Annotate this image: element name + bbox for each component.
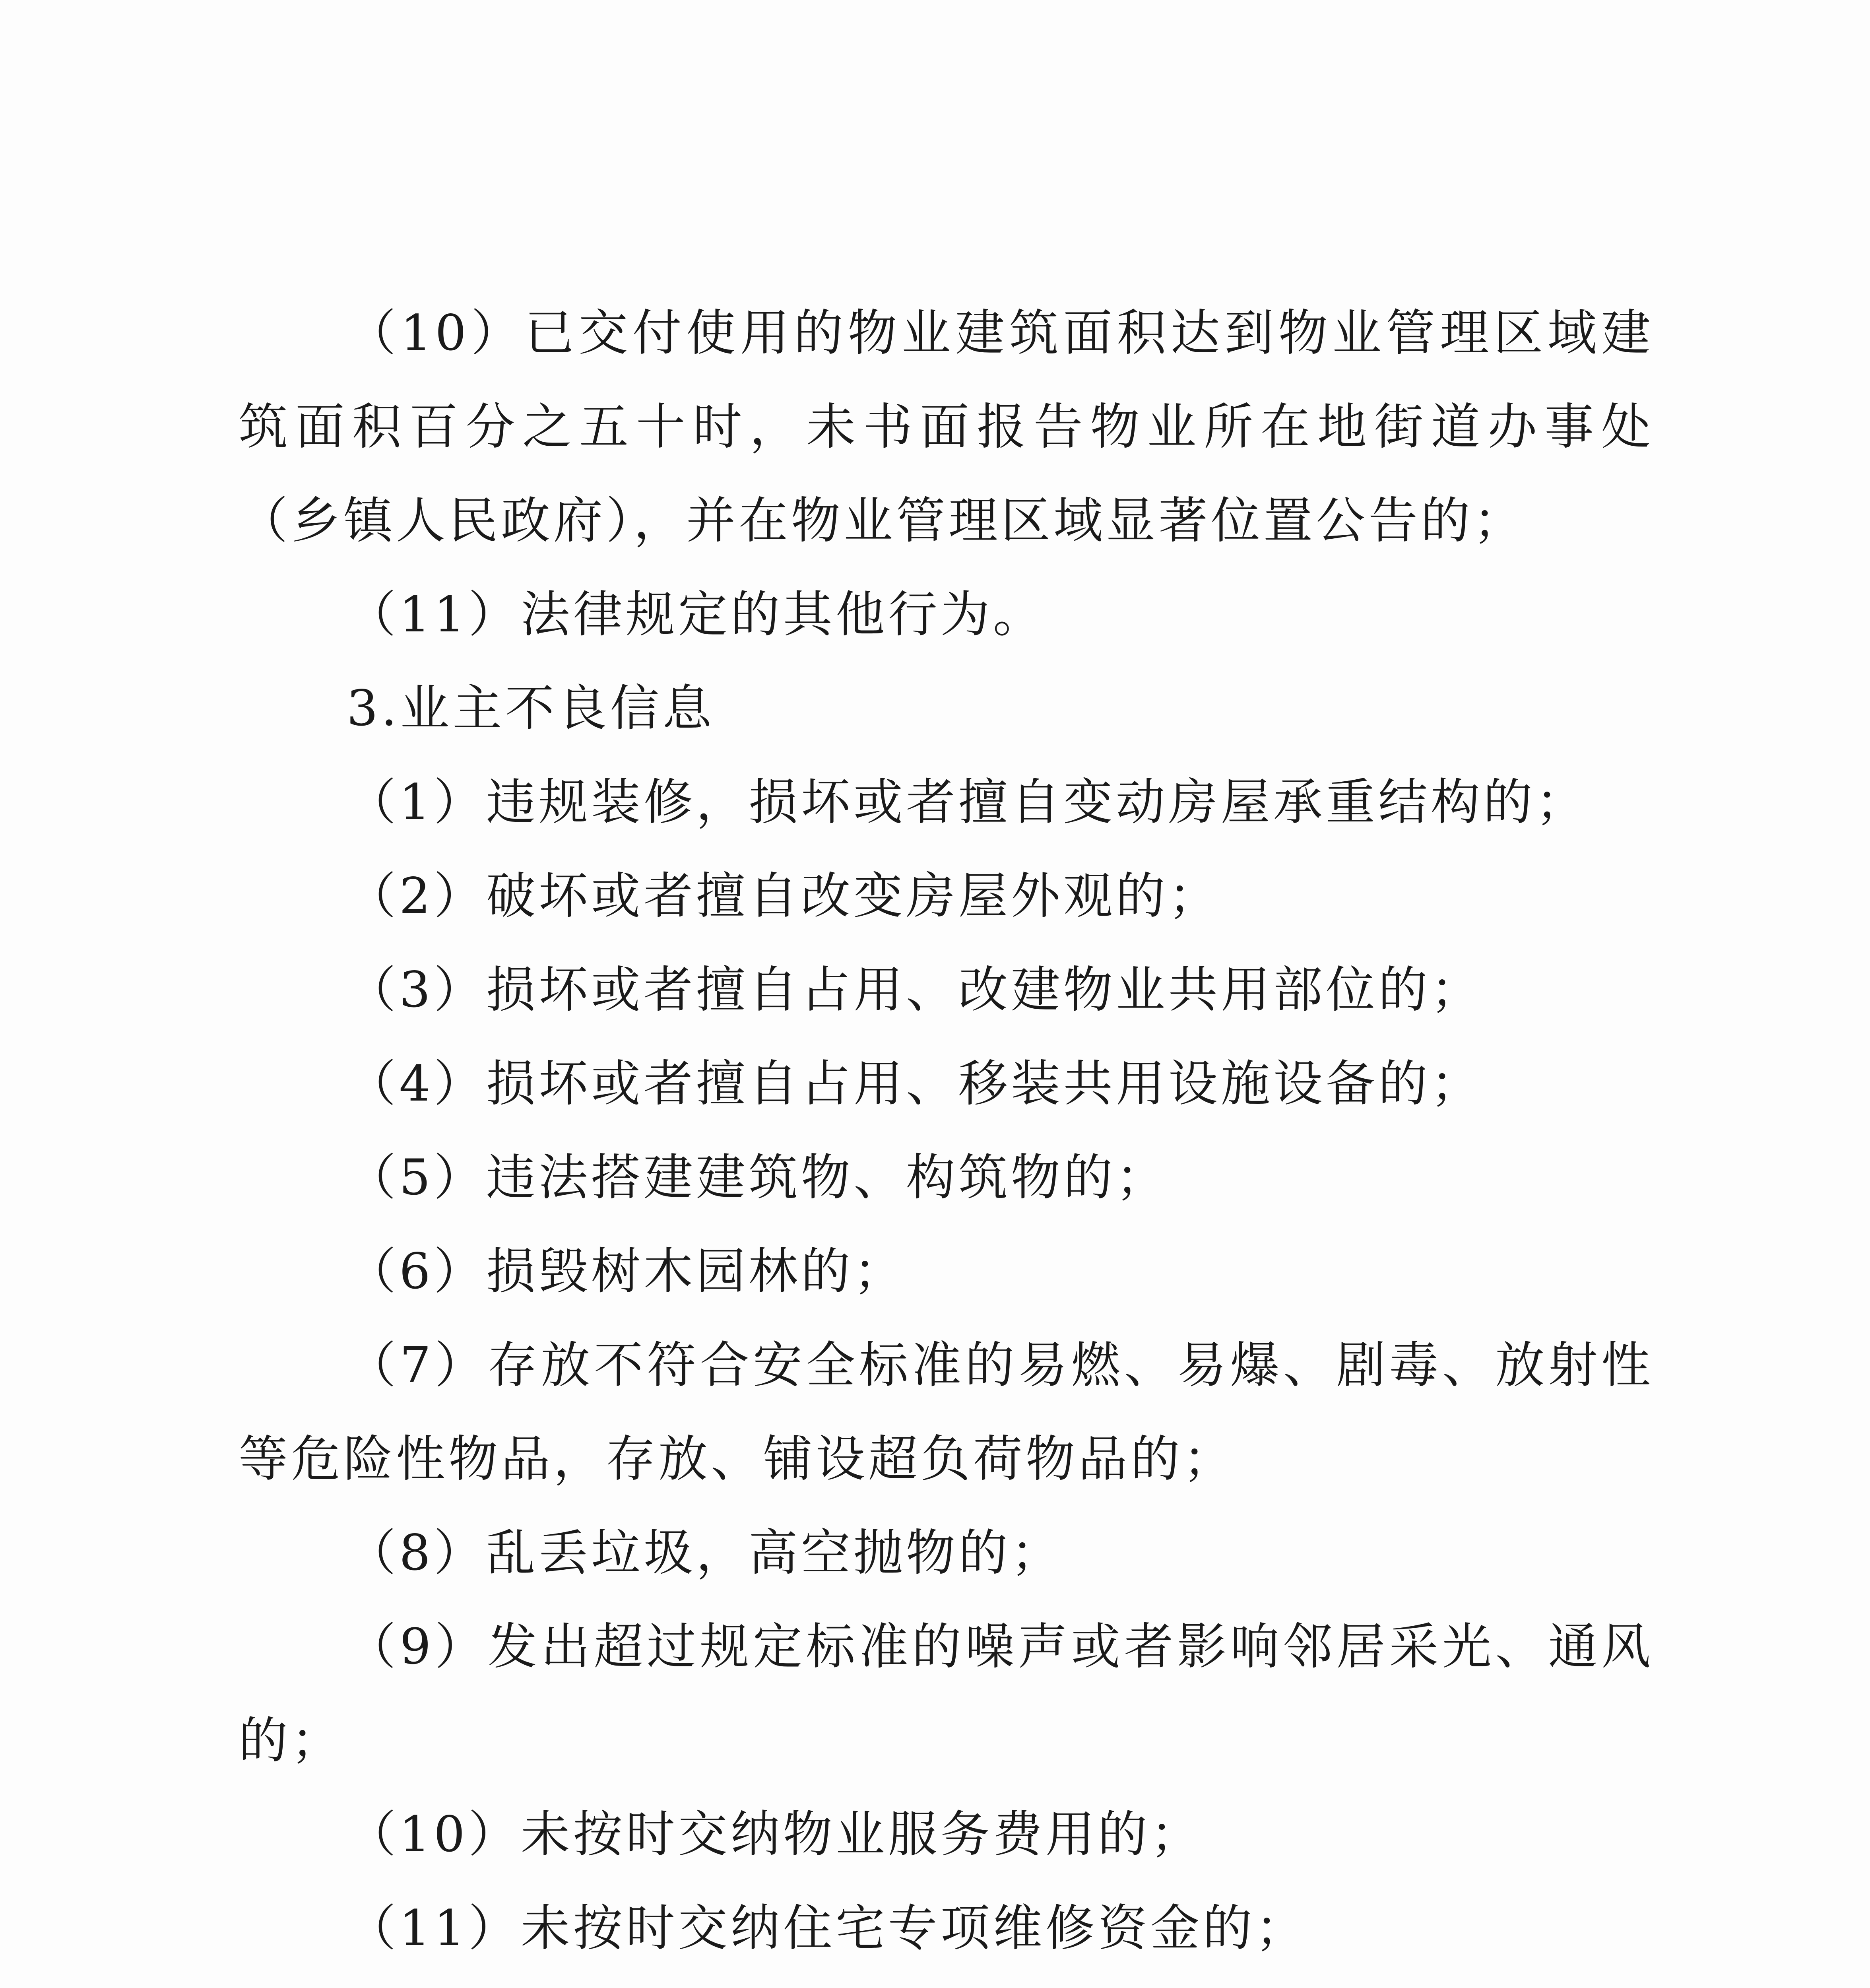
- paragraph-owner-item-11: （11）未按时交纳住宅专项维修资金的；: [347, 1900, 1308, 1957]
- paragraph-owner-item-8: （8）乱丢垃圾，高空抛物的；: [347, 1524, 1063, 1582]
- paragraph-owner-item-6: （6）损毁树木园林的；: [347, 1243, 906, 1300]
- paragraph-owner-item-1: （1）违规装修，损坏或者擅自变动房屋承重结构的；: [347, 774, 1588, 831]
- paragraph-item-11-developer: （11）法律规定的其他行为。: [347, 586, 1046, 643]
- paragraph-owner-item-9: （9）发出超过规定标准的噪声或者影响邻居采光、通风的；: [239, 1618, 1654, 1769]
- paragraph-owner-item-5: （5）违法搭建建筑物、构筑物的；: [347, 1149, 1168, 1206]
- paragraph-owner-item-10: （10）未按时交纳物业服务费用的；: [347, 1806, 1203, 1863]
- document-body: [239, 286, 1654, 1988]
- paragraph-owner-item-12: [239, 1975, 1654, 1988]
- section-heading-owner-bad-info: 3.业主不良信息: [347, 680, 715, 737]
- paragraph-item-10-developer: （10）已交付使用的物业建筑面积达到物业管理区域建筑面积百分之五十时，未书面报告物业所在地街道办事处（乡镇人民政府），并在物业管理区域显著位置公告的；: [239, 305, 1654, 549]
- paragraph-owner-item-2: （2）破坏或者擅自改变房屋外观的；: [347, 868, 1221, 925]
- paragraph-owner-item-7: （7）存放不符合安全标准的易燃、易爆、剧毒、放射性等危险性物品，存放、铺设超负荷物品的；: [239, 1337, 1654, 1488]
- paragraph-owner-item-3: （3）损坏或者擅自占用、改建物业共用部位的；: [347, 961, 1483, 1019]
- paragraph-owner-item-4: （4）损坏或者擅自占用、移装共用设施设备的；: [347, 1055, 1483, 1112]
